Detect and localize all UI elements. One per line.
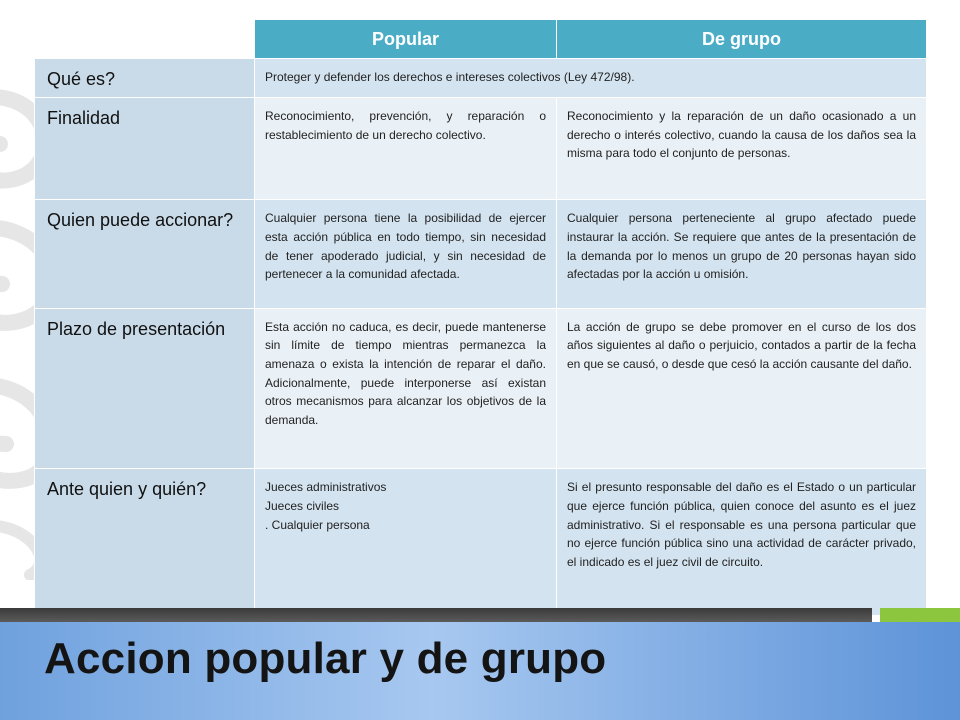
cell-finalidad-popular: Reconocimiento, prevención, y reparación o restablecimiento de un derecho colectivo. xyxy=(255,98,557,200)
list-item: Jueces administrativos xyxy=(265,480,387,495)
cell-finalidad-grupo: Reconocimiento y la reparación de un daño ocasionado a un derecho o interés colectivo, cuando la causa de los daños sea la misma para todo el conjunto de personas. xyxy=(557,98,927,200)
cell-plazo-grupo: La acción de grupo se debe promover en el curso de los dos años siguientes al daño o perjuicio, contados a partir de la fecha en que se causó, o desde que cesó la acción causante del daño. xyxy=(557,308,927,469)
list-item: . Cualquier persona xyxy=(265,517,370,532)
cell-ante-quien-grupo: Si el presunto responsable del daño es el Estado o un particular que ejerce función pública, quien conoce del asunto es el juez administrativo. Si el responsable es una persona particular que no ejerce función pública sino una actividad de carácter privado, el indicado es el juez civil de circuito. xyxy=(557,469,927,616)
comparison-table xyxy=(34,19,927,616)
cell-quien-grupo: Cualquier persona perteneciente al grupo afectado puede instaurar la acción. Se requiere que antes de la presentación de la demanda por lo menos un grupo de 20 personas hayan sido afectadas por la acción u omisión. xyxy=(557,200,927,308)
row-label-quien-puede-accionar: Quien puede accionar? xyxy=(35,200,255,308)
cell-que-es-shared: Proteger y defender los derechos e intereses colectivos (Ley 472/98). xyxy=(255,59,927,98)
row-ante-quien xyxy=(35,469,927,616)
header-row xyxy=(35,20,927,59)
header-de-grupo: De grupo xyxy=(557,20,927,59)
row-que-es xyxy=(35,59,927,98)
cell-plazo-popular: Esta acción no caduca, es decir, puede mantenerse sin límite de tiempo mientras permanezca la amenaza o exista la intención de reparar el daño. Adicionalmente, puede interponerse así existan otros mecanismos para alcanzar los objetivos de la demanda. xyxy=(255,308,557,469)
list-item: Jueces civiles xyxy=(265,499,340,514)
cell-ante-quien-popular xyxy=(255,469,557,616)
row-label-que-es: Qué es? xyxy=(35,59,255,98)
divider-stripe xyxy=(0,608,872,622)
row-label-finalidad: Finalidad xyxy=(35,98,255,200)
row-finalidad xyxy=(35,98,927,200)
accent-stripe xyxy=(880,608,960,622)
header-corner xyxy=(35,20,255,59)
header-popular: Popular xyxy=(255,20,557,59)
row-label-ante-quien: Ante quien y quién? xyxy=(35,469,255,616)
row-label-plazo: Plazo de presentación xyxy=(35,308,255,469)
slide-title: Accion popular y de grupo xyxy=(44,634,607,683)
row-quien-puede-accionar xyxy=(35,200,927,308)
row-plazo-presentacion xyxy=(35,308,927,469)
cell-quien-popular: Cualquier persona tiene la posibilidad de ejercer esta acción pública en todo tiempo, sin necesidad de tener apoderado judicial, y sin necesidad de pertenecer a la comunidad afectada. xyxy=(255,200,557,308)
